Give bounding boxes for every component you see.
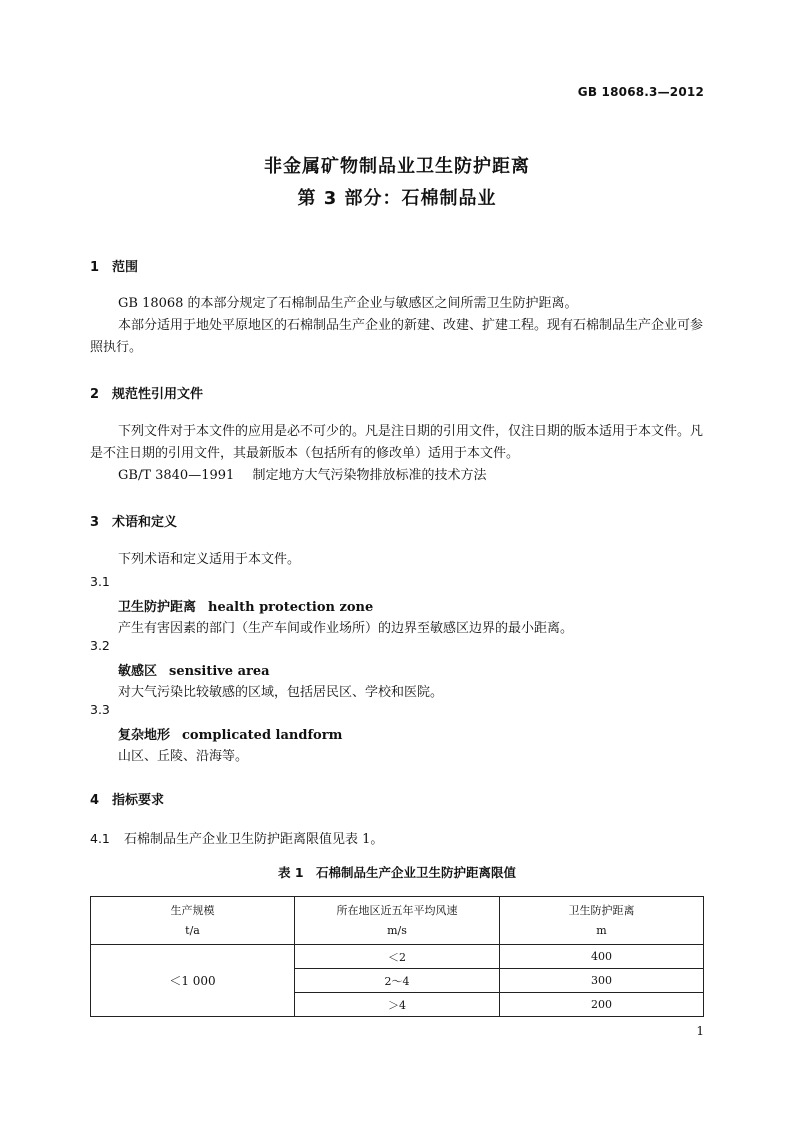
page-title: 非金属矿物制品业卫生防护距离 <box>264 156 530 177</box>
term-en: health protection zone <box>208 600 374 615</box>
term-en: sensitive area <box>169 664 270 679</box>
header-label: 所在地区近五年平均风速 <box>336 903 458 917</box>
section-1-heading <box>90 256 138 275</box>
term-number: 3.2 <box>90 638 110 653</box>
reference-code: GB/T 3840—1991 <box>118 468 235 483</box>
distance-cell: 400 <box>500 945 704 969</box>
distance-cell: 200 <box>500 993 704 1017</box>
table-row <box>91 945 704 969</box>
wind-cell: ＜2 <box>295 945 500 969</box>
section-2-heading <box>90 383 203 402</box>
header-cell <box>91 897 295 945</box>
term-number: 3.1 <box>90 574 110 589</box>
section-number: 1 <box>90 260 100 275</box>
section-3-heading <box>90 511 177 530</box>
term-entry <box>118 660 270 679</box>
paragraph: 下列术语和定义适用于本文件。 <box>118 552 301 567</box>
clause-4-1 <box>90 828 704 851</box>
section-number: 4 <box>90 793 100 808</box>
term-entry <box>118 596 373 615</box>
paragraph: 下列文件对于本文件的应用是必不可少的。凡是注日期的引用文件，仅注日期的版本适用于本文件。凡是不注日期的引用文件，其最新版本（包括所有的修改单）适用于本文件。 <box>90 424 704 461</box>
page-subtitle: 第 3 部分：石棉制品业 <box>297 188 497 209</box>
header-unit: t/a <box>185 923 200 937</box>
clause-text: 石棉制品生产企业卫生防护距离限值见表 1。 <box>124 832 384 847</box>
header-label: 卫生防护距离 <box>568 903 635 917</box>
header-cell <box>500 897 704 945</box>
reference-title: 制定地方大气污染物排放标准的技术方法 <box>252 468 487 483</box>
clause-number: 4.1 <box>90 831 110 846</box>
section-title: 术语和定义 <box>112 515 178 530</box>
term-en: complicated landform <box>182 728 343 743</box>
scale-cell: ＜1 000 <box>91 945 295 1017</box>
distance-cell: 300 <box>500 969 704 993</box>
wind-cell: 2～4 <box>295 969 500 993</box>
term-number: 3.3 <box>90 702 110 717</box>
standard-code: GB 18068.3—2012 <box>577 85 704 99</box>
term-zh: 卫生防护距离 <box>118 600 197 615</box>
normative-reference <box>118 465 704 487</box>
header-label: 生产规模 <box>170 903 215 917</box>
term-definition: 产生有害因素的部门（生产车间或作业场所）的边界至敏感区边界的最小距离。 <box>118 621 574 636</box>
section-4-heading <box>90 789 164 808</box>
header-unit: m <box>596 923 607 937</box>
section-number: 3 <box>90 515 100 530</box>
term-definition: 山区、丘陵、沿海等。 <box>118 749 249 764</box>
section-number: 2 <box>90 387 100 402</box>
paragraph: GB 18068 的本部分规定了石棉制品生产企业与敏感区之间所需卫生防护距离。 <box>118 296 578 311</box>
table-header-row <box>91 897 704 945</box>
term-zh: 复杂地形 <box>118 728 171 743</box>
term-zh: 敏感区 <box>118 664 158 679</box>
section-title: 指标要求 <box>112 793 165 808</box>
table-caption: 表 1 石棉制品生产企业卫生防护距离限值 <box>277 865 517 880</box>
term-entry <box>118 724 342 743</box>
wind-cell: ＞4 <box>295 993 500 1017</box>
paragraph: 本部分适用于地处平原地区的石棉制品生产企业的新建、改建、扩建工程。现有石棉制品生产企业可参照执行。 <box>90 318 704 355</box>
header-unit: m/s <box>387 923 407 937</box>
distance-limit-table <box>90 896 704 1017</box>
section-title: 规范性引用文件 <box>112 387 204 402</box>
header-cell <box>295 897 500 945</box>
page-number: 1 <box>696 1024 704 1038</box>
term-definition: 对大气污染比较敏感的区域，包括居民区、学校和医院。 <box>118 685 444 700</box>
section-title: 范围 <box>112 260 139 275</box>
